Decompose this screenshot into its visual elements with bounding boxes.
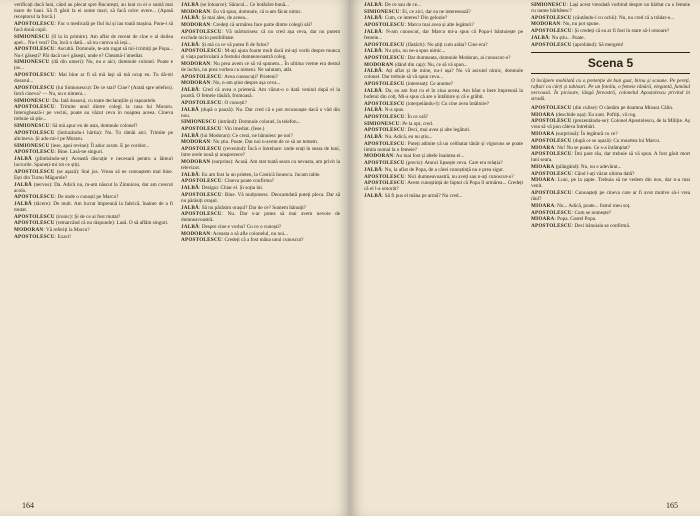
dialogue-line xyxy=(14,227,173,233)
line-text: : Puteți admite că un celibatar tânăr și vigurous se poate limita numai la o femeie? xyxy=(364,140,523,153)
speaker-name: JALBĂ xyxy=(181,87,200,94)
dialogue-line xyxy=(14,21,173,33)
speaker-name: APOSTOLESCU xyxy=(531,105,572,111)
speaker-name: APOSTOLESCU xyxy=(364,160,405,167)
speaker-name: APOSTOLESCU xyxy=(14,220,55,227)
line-text: : Nu știu, nu ne-a spus nimic... xyxy=(382,48,446,55)
speaker-name: JALBĂ xyxy=(364,133,383,140)
line-text: : Da, eu am fost cu el în ziua aceea. Am băut o bere împreună la bufetul din colț. Mi-a spus că are o întâlnire și că e grăbit. xyxy=(364,87,523,100)
line-text: (lui Modoran): Ce crezi, ne bănuiesc pe noi? xyxy=(199,132,293,139)
dialogue-line xyxy=(531,112,690,118)
line-text: : Nu! Nu se poate. Ce s-a întâmplat? xyxy=(554,144,630,151)
line-text: (după o pauză): Nu. Dar cred că o pot recunoaște dacă o văd din nou. xyxy=(181,106,340,119)
speaker-name: APOSTOLESCU xyxy=(531,151,572,158)
line-text: (precis): Atunci lipsește ceva. Care era relația? xyxy=(404,160,503,167)
dialogue-line xyxy=(531,2,690,14)
line-text: : Cum, ce interes? Din gelozie? xyxy=(382,15,448,22)
line-text: : Ați aflat și de mine, nu-i așa? Nu vă ascund nimic, domnule colonel. Dar trebuie să vă spun ceva... xyxy=(364,68,523,81)
line-text: (interpelându-l): Cu cine avea întâlnire? xyxy=(404,100,489,107)
dialogue-line xyxy=(364,29,523,41)
line-text: (surprins): Acasă. Am stat toată seara cu nevasta, am privit la televizor. xyxy=(181,158,340,172)
speaker-name: APOSTOLESCU xyxy=(364,100,405,107)
scene-stage-direction: O încăpere mobilată cu o pretenție de bun gust, birou și scaune. Pe pereți, rafturi cu cărți și tablouri. Pe un fotoliu, o femeie tânără, elegantă, fumând nervoasă. În picioare, lângă fereastră, colonelul Apostolescu privind în stradă. xyxy=(531,77,690,102)
dialogue-line xyxy=(181,15,340,21)
speaker-name: APOSTOLESCU xyxy=(364,54,405,61)
dialogue-line xyxy=(14,34,173,46)
line-text: verificați dacă luni, când au plecat spre București, au luat cu ei o sumă mai mare de bani. Să fi găsit la ei sume mari, să facă orice avere... (Apasă receptorul la furcă.) xyxy=(14,2,173,21)
speaker-name: JALBĂ xyxy=(181,204,200,211)
line-text: : Au mai fost și altele înaintea ei... xyxy=(393,153,465,160)
dialogue-line xyxy=(364,22,523,28)
speaker-name: MIOARA xyxy=(531,202,555,209)
dialogue-line xyxy=(364,114,523,120)
speaker-name: JALBĂ xyxy=(364,87,383,94)
dialogue-line xyxy=(531,164,690,170)
dialogue-line xyxy=(531,190,690,202)
dialogue-line xyxy=(364,153,523,159)
dialogue-line xyxy=(14,214,173,220)
speaker-name: APOSTOLESCU xyxy=(14,213,55,220)
line-text: : Desigur. Chiar el. Și soția lui. xyxy=(199,185,264,192)
line-text: : Nici dumneavoastră, nu aveți sau n-ați cunoscut-o? xyxy=(404,173,514,180)
dialogue-line xyxy=(181,29,340,41)
speaker-name: JALBĂ xyxy=(181,171,200,178)
speaker-name: JALBĂ xyxy=(14,201,33,207)
line-text: : M-ați ajuta foarte mult dacă mi-ați vorbi despre munca și viața particulară a fostului dumneavoastră coleg. xyxy=(181,48,340,61)
line-text: (interesat): Ce anume? xyxy=(404,81,453,88)
dialogue-line xyxy=(531,28,690,34)
dialogue-line xyxy=(181,192,340,204)
speaker-name: SIMIONESCU xyxy=(14,59,50,66)
speaker-name: APOSTOLESCU xyxy=(181,48,222,55)
speaker-name: APOSTOLESCU xyxy=(531,118,572,125)
line-text: : Credeți că a fost mâna unui cunoscut? xyxy=(221,237,304,244)
left-page-column-1 xyxy=(14,2,173,494)
dialogue-line xyxy=(364,167,523,173)
dialogue-line xyxy=(364,160,523,166)
speaker-name: MIOARA xyxy=(531,177,555,184)
dialogue-line xyxy=(14,46,173,58)
scene-heading xyxy=(531,52,690,74)
speaker-name: MODORAN xyxy=(181,80,211,87)
dialogue-line xyxy=(181,172,340,178)
line-text: : Fac o medicală pe fiul lui și iau toată mașina. Pune-i să facă două copii. xyxy=(14,20,173,33)
dialogue-line xyxy=(181,126,340,132)
speaker-name: JALBĂ xyxy=(364,107,383,114)
line-text: : Nu, nu pot spune. xyxy=(560,21,600,28)
dialogue-line xyxy=(364,141,523,153)
speaker-name: APOSTOLESCU xyxy=(14,84,55,91)
speaker-name: APOSTOLESCU xyxy=(14,168,55,175)
line-text: : Să fi pus el mâna pe armă? Nu cred... xyxy=(382,192,463,199)
speaker-name: APOSTOLESCU xyxy=(364,173,405,180)
speaker-name: MIOARA xyxy=(531,111,555,118)
speaker-name: APOSTOLESCU xyxy=(364,127,405,134)
line-text: : Marcu mai avea și alte legături? xyxy=(404,22,474,29)
speaker-name: APOSTOLESCU xyxy=(364,41,405,48)
dialogue-line xyxy=(531,151,690,163)
speaker-name: APOSTOLESCU xyxy=(181,73,222,80)
dialogue-line xyxy=(531,131,690,137)
speaker-name: APOSTOLESCU xyxy=(181,99,222,106)
dialogue-line xyxy=(364,15,523,21)
dialogue-line xyxy=(14,130,173,142)
speaker-name: SIMIONESCU xyxy=(364,8,400,15)
dialogue-line xyxy=(14,104,173,122)
right-page-column-1 xyxy=(364,2,523,494)
line-text: : Luni, pe la șapte. Trebuia să ne vedem din nou, dar n-a mai venit. xyxy=(531,177,690,190)
speaker-name: JALBĂ xyxy=(181,15,200,22)
dialogue-line xyxy=(531,42,690,48)
dialogue-line xyxy=(364,55,523,61)
speaker-name: MIOARA xyxy=(531,216,555,223)
line-text: (lui Simionescu): De ce stai? Cine? (Arată spre telefon). Intră cineva? — Nu, nu e nimeni... xyxy=(14,84,173,97)
dialogue-line xyxy=(181,80,340,86)
dialogue-line xyxy=(181,185,340,191)
speaker-name: APOSTOLESCU xyxy=(14,72,55,78)
speaker-name: APOSTOLESCU xyxy=(181,126,222,133)
speaker-name: SIMIONESCU xyxy=(14,142,50,149)
line-text: : Bine. Vă mulțumesc. Deocamdată puteți pleca. Dar să nu părăsiți orașul. xyxy=(181,191,340,204)
speaker-name: APOSTOLESCU xyxy=(181,146,222,153)
speaker-name: MODORAN xyxy=(364,153,394,160)
dialogue-line xyxy=(181,146,340,158)
speaker-name: MIOARA xyxy=(531,144,555,151)
line-text: (tăcere): De mult. Am lucrat împreună la fabrică, înainte de a fi mutat. xyxy=(14,201,173,214)
line-text: : N-am cunoscut, dar Marcu mi-a spus că Popa-l bântuiește pe femeie... xyxy=(364,28,523,41)
speaker-name: APOSTOLESCU xyxy=(14,20,55,27)
line-text: : Despre cine e vorba? Cu ce o cunoști? xyxy=(199,224,282,231)
dialogue-line xyxy=(181,9,340,15)
dialogue-line xyxy=(531,105,690,111)
speaker-name: JALBĂ xyxy=(364,192,383,199)
line-text: (plimbându-se): Această discuție e necesară pentru a lămuri lucrurile. Spuneți-mi tot ce știți. xyxy=(14,155,173,169)
speaker-name: JALBĂ xyxy=(14,181,33,188)
line-text: : Nu știu. Poate. Dar noi n-avem de ce să ne temem. xyxy=(210,139,319,146)
speaker-name: MODORAN xyxy=(181,22,211,29)
speaker-name: APOSTOLESCU xyxy=(14,194,55,201)
dialogue-line xyxy=(14,220,173,226)
line-text: (întinzându-i hârtia): Nu. Tu rămâi aici. Trimite pe altcineva. Și adu-mi-l pe Moraru. xyxy=(14,129,173,142)
speaker-name: MODORAN xyxy=(181,61,211,67)
dialogue-line xyxy=(531,210,690,216)
speaker-name: MODORAN xyxy=(14,227,44,234)
line-text: : Și mă ca ce vă putea fi de folos? xyxy=(199,41,269,48)
dialogue-line xyxy=(14,149,173,155)
line-text: : Cineva poate confirma? xyxy=(221,178,275,185)
dialogue-line xyxy=(364,127,523,133)
line-text: : De ce sau de ce... xyxy=(382,2,421,8)
speaker-name: JALBĂ xyxy=(181,2,200,8)
speaker-name: JALBĂ xyxy=(14,155,33,162)
dialogue-line xyxy=(364,62,523,68)
dialogue-line xyxy=(364,180,523,192)
line-text: : Nu, n-am știut despre așa ceva... xyxy=(210,80,281,87)
speaker-name: APOSTOLESCU xyxy=(181,28,222,35)
dialogue-line xyxy=(364,81,523,87)
dialogue-line xyxy=(181,119,340,125)
line-text: : Nu știu... Poate. xyxy=(549,34,585,41)
speaker-name: JALBĂ xyxy=(181,41,200,48)
speaker-name: APOSTOLESCU xyxy=(181,191,222,198)
line-text: : Cred că avea o prietenă. Am văzut-o o dată venind după el la poartă. O femeie tânără, frumoasă. xyxy=(181,87,340,100)
speaker-name: JALBĂ xyxy=(364,166,383,173)
scene-title: Scena 5 xyxy=(587,55,634,70)
speaker-name: APOSTOLESCU xyxy=(531,170,572,177)
line-text: : N-a spus. xyxy=(382,107,405,114)
line-text: (aprobând): Să mergem! xyxy=(571,41,624,48)
line-text: : Nu... Adică, poate... fostul meu soț. xyxy=(554,202,631,209)
line-text: : Nu prea avem ce să vă spunem... În ultima vreme era destul de închis, nu prea vorbea cu nimeni. Ne salutam, atât. xyxy=(181,61,340,74)
dialogue-line xyxy=(14,201,173,213)
speaker-name: APOSTOLESCU xyxy=(531,14,572,21)
line-text: : Vă mărturisesc că nu cred așa ceva, dar nu putem exclude nicio posibilitate. xyxy=(181,28,340,41)
speaker-name: JALBĂ xyxy=(364,68,383,75)
line-text: : Mai bine ar fi să mă lași să mă ocup eu. Tu dă-mi dosarul... xyxy=(14,72,173,85)
line-text: : Deci bănuiala se confirmă. xyxy=(571,223,631,229)
right-page-column-2 xyxy=(531,2,690,494)
line-text: (îl ia în primire). Am aflat de recent de cine e al doilea apel... Nu-l vezi? Da, încă o dată... să nu cumva să ieși... xyxy=(14,33,173,46)
line-text: (dă din umeri): Nu, nu e aici, domnule colonel. Poate e jos... xyxy=(14,59,173,72)
line-text: (se așază): Stai jos. Vreau să ne cunoaștem mai bine. Ești din Turnu Măgurele? xyxy=(14,168,173,181)
dialogue-line xyxy=(181,178,340,184)
dialogue-line xyxy=(181,159,340,171)
speaker-name: APOSTOLESCU xyxy=(531,41,572,48)
dialogue-line xyxy=(14,98,173,104)
dialogue-line xyxy=(364,193,523,199)
line-text: (deschide ușa): Eu sunt. Poftiți, vă rog. xyxy=(554,111,637,118)
dialogue-line xyxy=(364,48,523,54)
line-text: : În ce oră? xyxy=(404,113,428,120)
line-text: : Bine. Lasă-ne singuri. xyxy=(54,149,104,156)
line-text: (revenind): Încă o întrebare: unde erați în seara de luni, între orele nouă și unsprezece? xyxy=(181,146,340,159)
dialogue-line xyxy=(531,171,690,177)
dialogue-line xyxy=(14,182,173,194)
dialogue-line xyxy=(14,156,173,168)
line-text: (plângând): Nu, nu e adevărat... xyxy=(554,164,622,170)
speaker-name: SIMIONESCU xyxy=(364,120,400,127)
line-text: (remarcând că nu răspunde): Lasă. O să aflăm singuri. xyxy=(54,220,169,227)
speaker-name: APOSTOLESCU xyxy=(181,237,222,244)
dialogue-line xyxy=(181,100,340,106)
speaker-name: JALBĂ xyxy=(181,185,200,192)
line-text: : Aceasta o să afle colonelul, nu noi... xyxy=(210,230,289,237)
dialogue-line xyxy=(181,231,340,237)
dialogue-line xyxy=(364,101,523,107)
speaker-name: APOSTOLESCU xyxy=(531,137,572,144)
dialogue-line xyxy=(364,68,523,80)
line-text: : Exact! xyxy=(54,233,72,240)
right-page xyxy=(350,0,700,516)
speaker-name: APOSTOLESCU xyxy=(14,149,55,156)
line-text: (fâstâcit): Nu știți cum arăta? Cine era? xyxy=(404,41,488,48)
line-text: : Cunoașteți pe cineva care ar fi avut motive să-i vrea răul? xyxy=(531,190,690,203)
line-text: : Pe la opt, cred. xyxy=(399,120,434,127)
line-text: : Avem cunoștință de faptul că Popa îl urmărea... Credeți că el l-a omorât? xyxy=(364,180,523,193)
line-text: : Avea cunoscuți? Prieteni? xyxy=(221,73,278,80)
speaker-name: SIMIONESCU xyxy=(14,123,50,130)
speaker-name: JALBĂ xyxy=(364,2,383,8)
speaker-name: JALBĂ xyxy=(364,15,383,22)
line-text: (nervos): Da. Adică nu, m-am născut la Zimnicea, dar am crescut acolo. xyxy=(14,181,173,194)
dialogue-line xyxy=(14,143,173,149)
speaker-name: SIMIONESCU xyxy=(14,97,50,104)
dialogue-line xyxy=(181,87,340,99)
dialogue-line xyxy=(364,42,523,48)
dialogue-line xyxy=(14,59,173,71)
line-text: : Ascultă. Domnule, te-am rugat să mi-l trimiți pe Popa... Nu-l găsești? Păi dacă nu-l găsești, unde e? Cheamă-l imediat. xyxy=(14,46,173,59)
dialogue-line xyxy=(14,234,173,240)
line-text: : De unde o cunoști pe Marcu? xyxy=(54,194,119,201)
line-text: : Lași acest vreodată vorbind despre un bărbat cu o femeie cu nume bărbătesc? xyxy=(531,2,690,15)
line-text: : Ei, ce zici, dar ea ne interesează? xyxy=(399,8,471,15)
line-text: : Să mă apuc eu de asta, domnule colonel? xyxy=(49,123,138,130)
dialogue-line xyxy=(181,237,340,243)
line-text: (intrând): Domnule colonel, la telefon... xyxy=(216,119,301,126)
dialogue-line xyxy=(181,2,340,8)
dialogue-line xyxy=(14,123,173,129)
line-text: : Când l-ați văzut ultima dată? xyxy=(571,170,635,177)
speaker-name: APOSTOLESCU xyxy=(14,129,55,136)
dialogue-line xyxy=(364,121,523,127)
line-text: : Deci, mai avea și alte legături. xyxy=(404,127,471,134)
dialogue-line xyxy=(531,138,690,144)
line-text: : Credeți că urmărea face parte dintre colegii săi? xyxy=(210,22,313,29)
line-text: : Nu, la aflat de Popa, de a cărei cunoștință nu e prea sigur. xyxy=(382,166,504,173)
speaker-name: SIMIONESCU xyxy=(531,2,567,8)
line-text: (dând din cap): Nu, ce să vă spun... xyxy=(393,61,468,68)
speaker-name: SIMIONESCU xyxy=(14,33,50,40)
dialogue-line xyxy=(364,134,523,140)
dialogue-line xyxy=(531,145,690,151)
left-page-column-2 xyxy=(181,2,340,494)
speaker-name: MODORAN xyxy=(181,158,211,165)
speaker-name: JALBĂ xyxy=(181,224,200,231)
dialogue-line xyxy=(531,15,690,21)
speaker-name: APOSTOLESCU xyxy=(531,28,572,35)
dialogue-line xyxy=(181,133,340,139)
speaker-name: MODORAN xyxy=(181,139,211,146)
dialogue-line xyxy=(364,88,523,100)
speaker-name: APOSTOLESCU xyxy=(14,233,55,240)
line-text: : Eu vă spun, domnule, că n-am făcut nimic. xyxy=(210,8,303,15)
speaker-name: APOSTOLESCU xyxy=(531,223,572,229)
speaker-name: JALBĂ xyxy=(181,132,200,139)
line-text: (căutându-l cu ochii): Nu, nu cred că a trădat-o... xyxy=(571,14,675,21)
line-text: : Vin imediat. (Iese.) xyxy=(221,126,265,133)
line-text: (iese, apoi revine): Îl aduc acum. E pe coridor... xyxy=(49,142,150,149)
speaker-name: JALBĂ xyxy=(181,106,200,113)
line-text: : Popa. Costel Popa. xyxy=(554,216,597,223)
line-text: (prezentându-se): Colonel Apostolescu, de la Miliție. Aș vrea să vă pun câteva întrebări. xyxy=(531,118,690,131)
line-text: (surprinsă): În legătură cu ce? xyxy=(554,131,618,138)
dialogue-line xyxy=(531,21,690,27)
dialogue-line xyxy=(364,9,523,15)
line-text: : Nu. Dar s-ar putea să mai avem nevoie de dumneavoastră. xyxy=(181,211,340,224)
page-number-right: 165 xyxy=(666,501,678,510)
dialogue-line xyxy=(364,2,523,8)
speaker-name: MODORAN xyxy=(364,61,394,68)
line-text: : Vă referiți la Marcu? xyxy=(43,227,90,234)
line-text: : Îmi pare rău, dar trebuie să vă spun. A fost găsit mort luni seara. xyxy=(531,151,690,164)
dialogue-line xyxy=(181,74,340,80)
dialogue-line xyxy=(181,107,340,119)
dialogue-line xyxy=(181,61,340,73)
dialogue-line xyxy=(531,223,690,229)
dialogue-line xyxy=(531,177,690,189)
speaker-name: MIOARA xyxy=(531,131,555,138)
dialogue-line xyxy=(181,42,340,48)
speaker-name: APOSTOLESCU xyxy=(181,211,222,218)
speaker-name: JALBĂ xyxy=(531,34,550,41)
line-text: : Să nu părăsim orașul? Dar de ce? Suntem bănuiți? xyxy=(199,204,307,211)
line-text: (se întoarce): Săracul... Ce hotărâre bună... xyxy=(199,2,289,8)
line-text: : Și mai ales, de aceea... xyxy=(199,15,249,22)
speaker-name: APOSTOLESCU xyxy=(364,113,405,120)
dialogue-line xyxy=(181,224,340,230)
speaker-name: APOSTOLESCU xyxy=(531,190,572,197)
dialogue-line xyxy=(364,107,523,113)
speaker-name: SIMIONESCU xyxy=(181,119,217,126)
dialogue-line xyxy=(14,85,173,97)
dialogue-line xyxy=(14,169,173,181)
speaker-name: APOSTOLESCU xyxy=(364,81,405,88)
dialogue-line xyxy=(181,211,340,223)
dialogue-line xyxy=(181,48,340,60)
dialogue-line xyxy=(181,139,340,145)
line-text: : Cum se numește? xyxy=(571,209,612,216)
speaker-name: MODORAN xyxy=(531,21,561,28)
page-number-left: 164 xyxy=(22,501,34,510)
line-text: (după ce se așază): Cu moartea lui Marcu. xyxy=(571,137,661,144)
speaker-name: APOSTOLESCU xyxy=(364,140,405,147)
dialogue-line xyxy=(14,194,173,200)
speaker-name: APOSTOLESCU xyxy=(181,178,222,185)
line-text: : Nu. Adică, eu nu știu... xyxy=(382,133,433,140)
speaker-name: JALBĂ xyxy=(364,28,383,35)
speaker-name: MODORAN xyxy=(181,230,211,237)
speaker-name: MIOARA xyxy=(531,164,555,170)
dialogue-line xyxy=(364,174,523,180)
speaker-name: JALBĂ xyxy=(364,48,383,55)
line-text: : Eu am fost la un prieten, la Costică Ionescu. Jucam table. xyxy=(199,171,321,178)
dialogue-line xyxy=(531,203,690,209)
speaker-name: MODORAN xyxy=(181,8,211,15)
dialogue-line xyxy=(531,35,690,41)
line-text: : Da. Iată dosarul, cu toate declarațiile și rapoartele. xyxy=(49,97,157,104)
speaker-name: APOSTOLESCU xyxy=(531,209,572,216)
dialogue-line xyxy=(181,205,340,211)
dialogue-line xyxy=(14,2,173,20)
speaker-name: APOSTOLESCU xyxy=(364,180,405,187)
line-text: (din culise): O căutăm pe doamna Mioara Călin. xyxy=(571,105,674,111)
line-text: : O cunoști? xyxy=(221,99,247,106)
speaker-name: APOSTOLESCU xyxy=(14,104,55,111)
dialogue-line xyxy=(181,22,340,28)
dialogue-line xyxy=(14,72,173,84)
dialogue-line xyxy=(531,216,690,222)
line-text: (ironic): Și de ce ai fost mutat? xyxy=(54,213,121,220)
speaker-name: APOSTOLESCU xyxy=(14,46,55,53)
line-text: : Trimite unul dintre colegi la casa lui Moraru. Interoghează-i pe vecini, poate au văzut ceva în noaptea aceea. Cineva trebuie să știe... xyxy=(14,104,173,123)
line-text: : Și credeți că ea ar fi fost în stare să-l omoare? xyxy=(571,28,670,35)
speaker-name: APOSTOLESCU xyxy=(364,22,405,29)
dialogue-line xyxy=(531,118,690,130)
line-text: : Dar dumneata, domnule Modoran, ai cunoscut-o? xyxy=(404,54,511,61)
